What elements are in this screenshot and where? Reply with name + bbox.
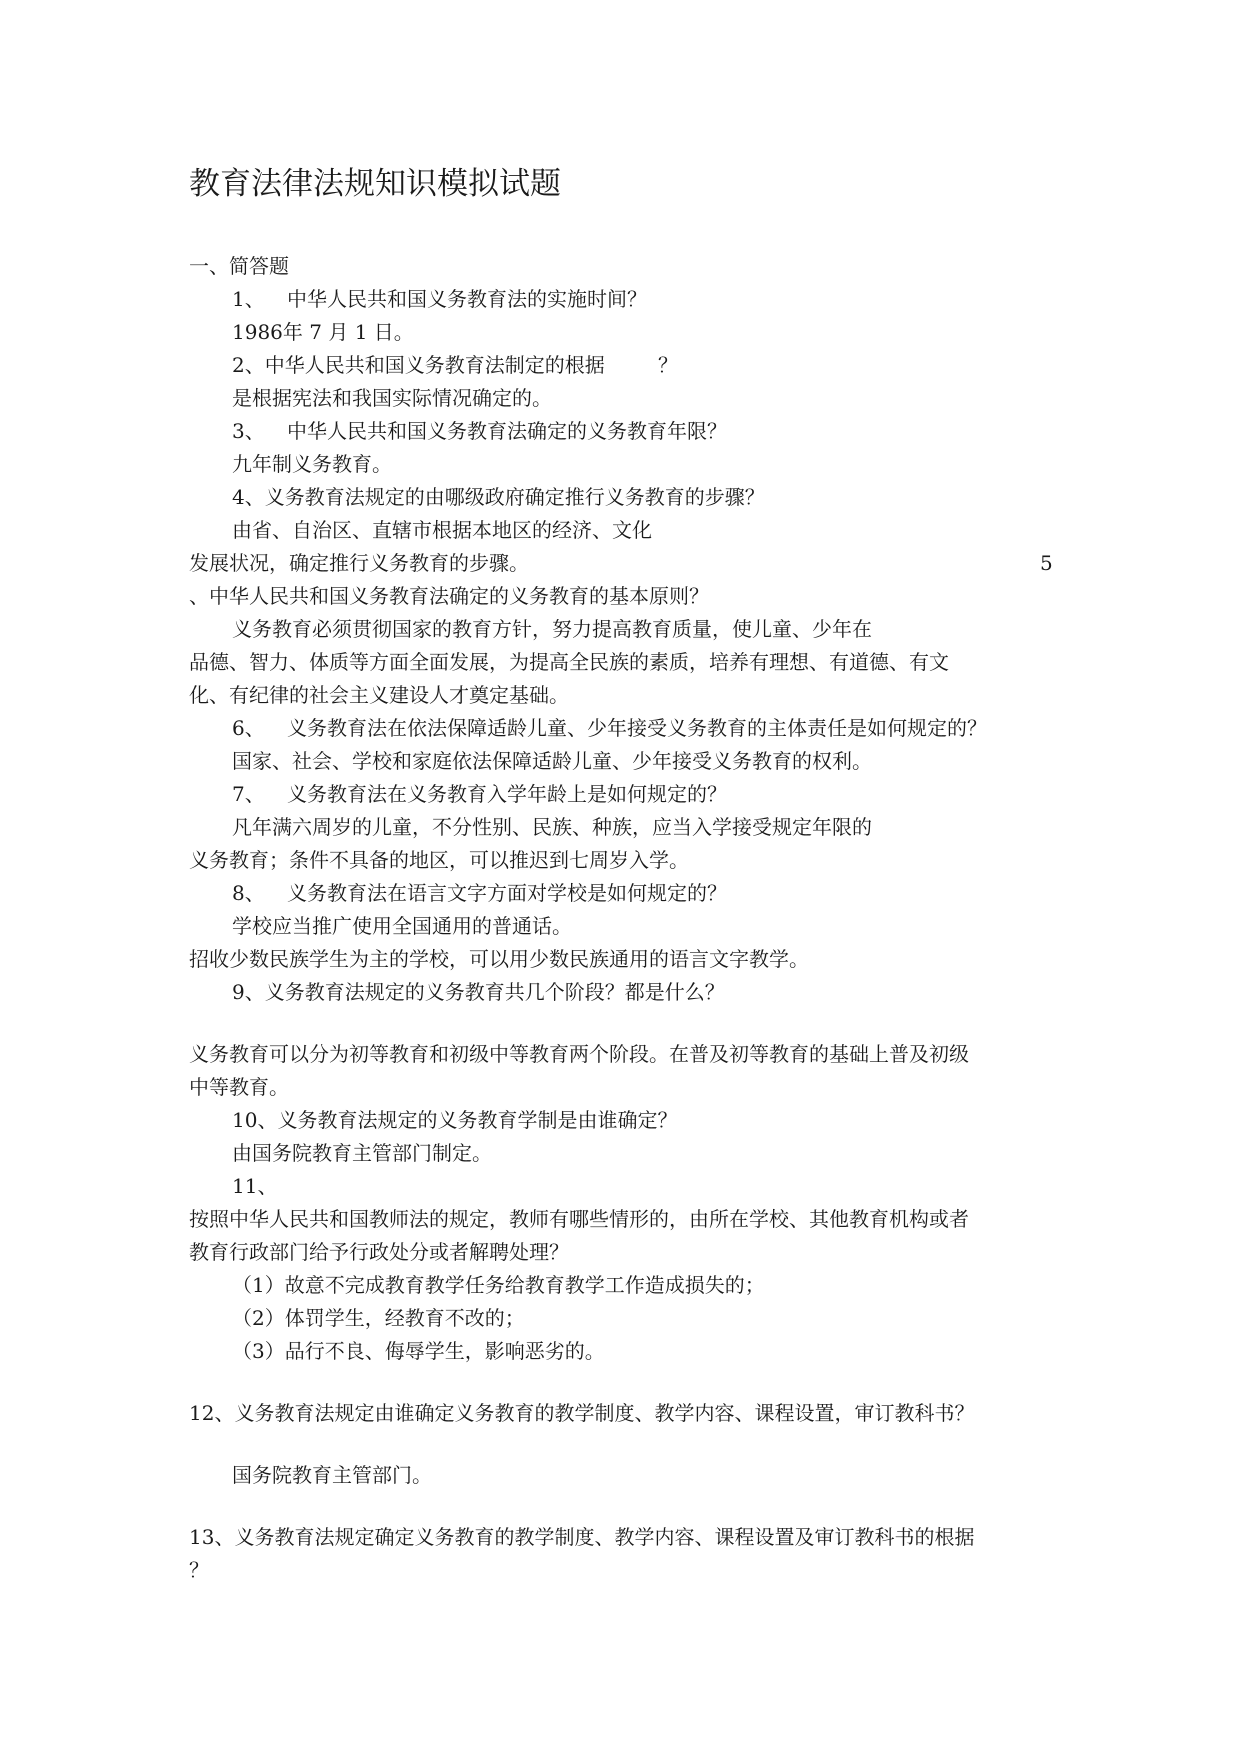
question-12-text: 12、义务教育法规定由谁确定义务教育的教学制度、教学内容、课程设置，审订教科书？ <box>189 1401 975 1425</box>
answer-8-line-2: 招收少数民族学生为主的学校，可以用少数民族通用的语言文字教学。 <box>189 947 809 971</box>
answer-2: 是根据宪法和我国实际情况确定的。 <box>232 386 552 410</box>
question-3-text: 中华人民共和国义务教育法确定的义务教育年限？ <box>287 419 727 443</box>
answer-9-line-1: 义务教育可以分为初等教育和初级中等教育两个阶段。在普及初等教育的基础上普及初级 <box>189 1042 969 1066</box>
answer-3: 九年制义务教育。 <box>232 452 392 476</box>
answer-11-item-1: （1）故意不完成教育教学任务给教育教学工作造成损失的； <box>232 1273 765 1297</box>
answer-1: 1986年 7 月 1 日。 <box>232 320 414 344</box>
answer-8-line-1: 学校应当推广使用全国通用的普通话。 <box>232 914 572 938</box>
question-5-number: 5 <box>1040 551 1053 575</box>
section-heading: 一、简答题 <box>189 254 289 278</box>
answer-5-line-3: 化、有纪律的社会主义建设人才奠定基础。 <box>189 683 569 707</box>
page-title: 教育法律法规知识模拟试题 <box>189 166 561 202</box>
question-6-text: 义务教育法在依法保障适龄儿童、少年接受义务教育的主体责任是如何规定的？ <box>287 716 987 740</box>
question-8-text: 义务教育法在语言文字方面对学校是如何规定的？ <box>287 881 727 905</box>
question-1-text: 中华人民共和国义务教育法的实施时间？ <box>287 287 647 311</box>
answer-7-line-1: 凡年满六周岁的儿童，不分性别、民族、种族，应当入学接受规定年限的 <box>232 815 872 839</box>
question-1-number: 1、 <box>232 287 265 311</box>
question-10-text: 10、义务教育法规定的义务教育学制是由谁确定？ <box>232 1108 678 1132</box>
question-5-text: 、中华人民共和国义务教育法确定的义务教育的基本原则？ <box>189 584 709 608</box>
question-4-text: 4、义务教育法规定的由哪级政府确定推行义务教育的步骤？ <box>232 485 765 509</box>
question-9-text: 9、义务教育法规定的义务教育共几个阶段？都是什么？ <box>232 980 725 1004</box>
answer-11-item-3: （3）品行不良、侮辱学生，影响恶劣的。 <box>232 1339 605 1363</box>
question-13-mark: ？ <box>189 1558 209 1582</box>
answer-5-line-2: 品德、智力、体质等方面全面发展，为提高全民族的素质，培养有理想、有道德、有文 <box>189 650 949 674</box>
answer-9-line-2: 中等教育。 <box>189 1075 289 1099</box>
question-11-number: 11、 <box>232 1174 278 1198</box>
question-2-text: 2、中华人民共和国义务教育法制定的根据 <box>232 353 605 377</box>
answer-11-item-2: （2）体罚学生，经教育不改的； <box>232 1306 525 1330</box>
question-11-text-line-2: 教育行政部门给予行政处分或者解聘处理？ <box>189 1240 569 1264</box>
answer-7-line-2: 义务教育；条件不具备的地区，可以推迟到七周岁入学。 <box>189 848 689 872</box>
question-11-text-line-1: 按照中华人民共和国教师法的规定，教师有哪些情形的，由所在学校、其他教育机构或者 <box>189 1207 969 1231</box>
question-6-number: 6、 <box>232 716 265 740</box>
question-7-number: 7、 <box>232 782 265 806</box>
answer-12: 国务院教育主管部门。 <box>232 1463 432 1487</box>
answer-5-line-1: 义务教育必须贯彻国家的教育方针，努力提高教育质量，使儿童、少年在 <box>232 617 872 641</box>
answer-4-line-2: 发展状况，确定推行义务教育的步骤。 <box>189 551 529 575</box>
question-3-number: 3、 <box>232 419 265 443</box>
question-8-number: 8、 <box>232 881 265 905</box>
question-13-text: 13、义务教育法规定确定义务教育的教学制度、教学内容、课程设置及审订教科书的根据 <box>189 1525 975 1549</box>
answer-10: 由国务院教育主管部门制定。 <box>232 1141 492 1165</box>
question-7-text: 义务教育法在义务教育入学年龄上是如何规定的？ <box>287 782 727 806</box>
answer-4-line-1: 由省、自治区、直辖市根据本地区的经济、文化 <box>232 518 652 542</box>
answer-6: 国家、社会、学校和家庭依法保障适龄儿童、少年接受义务教育的权利。 <box>232 749 872 773</box>
question-2-mark: ？ <box>658 353 678 377</box>
